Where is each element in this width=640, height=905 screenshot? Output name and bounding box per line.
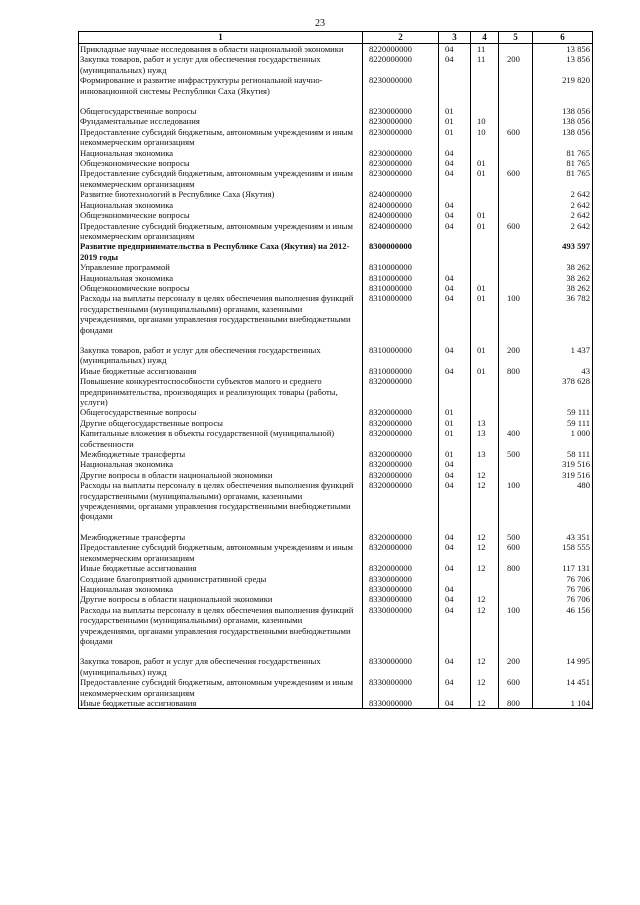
- row-subsection-cell: 01: [471, 366, 499, 376]
- row-expense-type-cell: [499, 273, 533, 283]
- row-expense-type-cell: [499, 158, 533, 168]
- row-code-cell: 8320000000: [363, 532, 439, 542]
- row-expense-type-cell: 600: [499, 221, 533, 242]
- row-section-cell: 04: [439, 459, 471, 469]
- row-expense-type-cell: [499, 106, 533, 116]
- row-code-cell: 8240000000: [363, 200, 439, 210]
- row-amount-cell: 1 104: [533, 698, 593, 709]
- row-subsection-cell: 01: [471, 283, 499, 293]
- table-row: [79, 116, 593, 126]
- row-section-cell: 04: [439, 293, 471, 345]
- row-name-cell: Другие общегосударственные вопросы: [79, 418, 363, 428]
- col-header-section: 3: [439, 32, 471, 44]
- row-section-cell: 04: [439, 605, 471, 657]
- row-amount-cell: 81 765: [533, 168, 593, 189]
- table-row: [79, 584, 593, 594]
- row-name-cell: Другие вопросы в области национальной экономики: [79, 470, 363, 480]
- row-code-cell: 8320000000: [363, 428, 439, 449]
- table-row: [79, 428, 593, 449]
- row-name-cell: Предоставление субсидий бюджетным, автономным учреждениям и иным некоммерческим организациям: [79, 221, 363, 242]
- row-section-cell: [439, 376, 471, 407]
- row-amount-cell: 76 706: [533, 584, 593, 594]
- row-expense-type-cell: [499, 44, 533, 55]
- row-code-cell: 8320000000: [363, 563, 439, 573]
- row-subsection-cell: [471, 459, 499, 469]
- row-expense-type-cell: [499, 200, 533, 210]
- table-row: [79, 480, 593, 532]
- row-section-cell: 04: [439, 656, 471, 677]
- row-section-cell: [439, 574, 471, 584]
- row-name-cell: Фундаментальные исследования: [79, 116, 363, 126]
- row-expense-type-cell: [499, 594, 533, 604]
- table-row: [79, 221, 593, 242]
- table-row: [79, 241, 593, 262]
- row-code-cell: 8330000000: [363, 594, 439, 604]
- row-amount-cell: 14 451: [533, 677, 593, 698]
- table-row: [79, 75, 593, 106]
- row-code-cell: 8230000000: [363, 148, 439, 158]
- row-section-cell: [439, 241, 471, 262]
- row-name-cell: Развитие предпринимательства в Республике Саха (Якутия) на 2012-2019 годы: [79, 241, 363, 262]
- row-code-cell: 8320000000: [363, 459, 439, 469]
- row-subsection-cell: 12: [471, 542, 499, 563]
- row-subsection-cell: 01: [471, 158, 499, 168]
- row-code-cell: 8300000000: [363, 241, 439, 262]
- row-section-cell: 04: [439, 148, 471, 158]
- row-amount-cell: 76 706: [533, 574, 593, 584]
- row-code-cell: 8230000000: [363, 116, 439, 126]
- row-section-cell: [439, 75, 471, 106]
- row-code-cell: 8240000000: [363, 210, 439, 220]
- table-row: [79, 542, 593, 563]
- table-row: [79, 158, 593, 168]
- row-subsection-cell: 13: [471, 428, 499, 449]
- col-header-amount: 6: [533, 32, 593, 44]
- row-expense-type-cell: 800: [499, 366, 533, 376]
- row-subsection-cell: 12: [471, 470, 499, 480]
- table-row: [79, 605, 593, 657]
- row-section-cell: 04: [439, 168, 471, 189]
- row-subsection-cell: [471, 584, 499, 594]
- row-amount-cell: 43 351: [533, 532, 593, 542]
- row-subsection-cell: [471, 106, 499, 116]
- row-name-cell: Общеэкономические вопросы: [79, 283, 363, 293]
- row-subsection-cell: 12: [471, 480, 499, 532]
- row-subsection-cell: [471, 75, 499, 106]
- row-subsection-cell: 01: [471, 210, 499, 220]
- row-section-cell: 04: [439, 594, 471, 604]
- row-amount-cell: 81 765: [533, 158, 593, 168]
- table-row: [79, 574, 593, 584]
- row-amount-cell: 2 642: [533, 189, 593, 199]
- row-subsection-cell: 10: [471, 127, 499, 148]
- row-expense-type-cell: [499, 283, 533, 293]
- row-amount-cell: 58 111: [533, 449, 593, 459]
- row-name-cell: Национальная экономика: [79, 459, 363, 469]
- row-section-cell: 04: [439, 366, 471, 376]
- row-expense-type-cell: 600: [499, 677, 533, 698]
- row-name-cell: Предоставление субсидий бюджетным, автономным учреждениям и иным некоммерческим организациям: [79, 168, 363, 189]
- row-amount-cell: 38 262: [533, 283, 593, 293]
- row-expense-type-cell: [499, 262, 533, 272]
- table-row: [79, 407, 593, 417]
- row-name-cell: Капитальные вложения в объекты государственной (муниципальной) собственности: [79, 428, 363, 449]
- table-row: [79, 470, 593, 480]
- row-section-cell: 04: [439, 480, 471, 532]
- table-row: [79, 698, 593, 709]
- row-code-cell: 8320000000: [363, 449, 439, 459]
- row-name-cell: Прикладные научные исследования в области национальной экономики: [79, 44, 363, 55]
- row-section-cell: 04: [439, 158, 471, 168]
- row-amount-cell: 2 642: [533, 200, 593, 210]
- row-name-cell: Иные бюджетные ассигнования: [79, 366, 363, 376]
- row-section-cell: 01: [439, 127, 471, 148]
- row-code-cell: 8310000000: [363, 273, 439, 283]
- row-amount-cell: 138 056: [533, 106, 593, 116]
- row-subsection-cell: 11: [471, 44, 499, 55]
- table-row: [79, 677, 593, 698]
- row-name-cell: Общеэкономические вопросы: [79, 158, 363, 168]
- row-expense-type-cell: [499, 574, 533, 584]
- row-expense-type-cell: 500: [499, 449, 533, 459]
- row-code-cell: 8240000000: [363, 189, 439, 199]
- row-amount-cell: 13 856: [533, 44, 593, 55]
- row-expense-type-cell: 400: [499, 428, 533, 449]
- row-expense-type-cell: [499, 407, 533, 417]
- table-row: [79, 418, 593, 428]
- table-row: [79, 459, 593, 469]
- row-code-cell: 8230000000: [363, 158, 439, 168]
- row-code-cell: 8310000000: [363, 283, 439, 293]
- row-subsection-cell: 12: [471, 594, 499, 604]
- row-subsection-cell: [471, 148, 499, 158]
- row-expense-type-cell: [499, 459, 533, 469]
- row-section-cell: 01: [439, 116, 471, 126]
- row-name-cell: Расходы на выплаты персоналу в целях обеспечения выполнения функций государственными (муниципальными) органами, казенными учреждениями, органами управления государственными внебюджетными фондами: [79, 293, 363, 345]
- row-expense-type-cell: 600: [499, 168, 533, 189]
- row-expense-type-cell: [499, 376, 533, 407]
- row-amount-cell: 14 995: [533, 656, 593, 677]
- row-amount-cell: 158 555: [533, 542, 593, 563]
- table-body: [79, 44, 593, 709]
- row-code-cell: 8320000000: [363, 407, 439, 417]
- row-subsection-cell: 12: [471, 563, 499, 573]
- row-amount-cell: 59 111: [533, 407, 593, 417]
- row-amount-cell: 138 056: [533, 116, 593, 126]
- row-section-cell: 04: [439, 677, 471, 698]
- row-name-cell: Иные бюджетные ассигнования: [79, 563, 363, 573]
- row-subsection-cell: [471, 376, 499, 407]
- row-name-cell: Национальная экономика: [79, 200, 363, 210]
- table-row: [79, 532, 593, 542]
- row-subsection-cell: 12: [471, 532, 499, 542]
- table-row: [79, 210, 593, 220]
- row-expense-type-cell: 100: [499, 605, 533, 657]
- row-expense-type-cell: 100: [499, 480, 533, 532]
- row-name-cell: Межбюджетные трансферты: [79, 449, 363, 459]
- row-section-cell: 01: [439, 418, 471, 428]
- row-amount-cell: 81 765: [533, 148, 593, 158]
- row-section-cell: 01: [439, 449, 471, 459]
- row-subsection-cell: 10: [471, 116, 499, 126]
- row-amount-cell: 480: [533, 480, 593, 532]
- table-row: [79, 366, 593, 376]
- row-name-cell: Иные бюджетные ассигнования: [79, 698, 363, 709]
- table-row: [79, 345, 593, 366]
- table-row: [79, 200, 593, 210]
- row-amount-cell: 38 262: [533, 273, 593, 283]
- row-section-cell: 04: [439, 542, 471, 563]
- row-section-cell: 01: [439, 428, 471, 449]
- row-name-cell: Национальная экономика: [79, 584, 363, 594]
- table-row: [79, 656, 593, 677]
- table-row: [79, 127, 593, 148]
- row-code-cell: 8320000000: [363, 470, 439, 480]
- table-row: [79, 293, 593, 345]
- row-name-cell: Общеэкономические вопросы: [79, 210, 363, 220]
- row-amount-cell: 319 516: [533, 459, 593, 469]
- row-amount-cell: 46 156: [533, 605, 593, 657]
- row-name-cell: Расходы на выплаты персоналу в целях обеспечения выполнения функций государственными (муниципальными) органами, казенными учреждениями, органами управления государственными внебюджетными фондами: [79, 480, 363, 532]
- row-name-cell: Формирование и развитие инфраструктуры региональной научно-инновационной системы Республики Саха (Якутия): [79, 75, 363, 106]
- table-row: [79, 273, 593, 283]
- row-code-cell: 8320000000: [363, 418, 439, 428]
- table-row: [79, 449, 593, 459]
- table-row: [79, 376, 593, 407]
- row-subsection-cell: [471, 189, 499, 199]
- row-name-cell: Общегосударственные вопросы: [79, 407, 363, 417]
- row-code-cell: 8310000000: [363, 366, 439, 376]
- row-code-cell: 8240000000: [363, 221, 439, 242]
- row-subsection-cell: 11: [471, 54, 499, 75]
- row-subsection-cell: 01: [471, 168, 499, 189]
- row-section-cell: 04: [439, 563, 471, 573]
- row-section-cell: [439, 262, 471, 272]
- row-code-cell: 8320000000: [363, 480, 439, 532]
- row-code-cell: 8230000000: [363, 106, 439, 116]
- row-name-cell: Создание благоприятной административной среды: [79, 574, 363, 584]
- row-code-cell: 8330000000: [363, 656, 439, 677]
- row-section-cell: 04: [439, 584, 471, 594]
- table-row: [79, 594, 593, 604]
- row-name-cell: Предоставление субсидий бюджетным, автономным учреждениям и иным некоммерческим организациям: [79, 127, 363, 148]
- row-subsection-cell: [471, 574, 499, 584]
- row-expense-type-cell: 500: [499, 532, 533, 542]
- row-amount-cell: 319 516: [533, 470, 593, 480]
- row-code-cell: 8330000000: [363, 574, 439, 584]
- table-row: [79, 148, 593, 158]
- row-name-cell: Развитие биотехнологий в Республике Саха (Якутия): [79, 189, 363, 199]
- row-code-cell: 8230000000: [363, 127, 439, 148]
- table-row: [79, 44, 593, 55]
- table-header: [79, 32, 593, 44]
- row-subsection-cell: 12: [471, 698, 499, 709]
- row-amount-cell: 43: [533, 366, 593, 376]
- row-section-cell: 04: [439, 273, 471, 283]
- row-expense-type-cell: 800: [499, 563, 533, 573]
- row-name-cell: Повышение конкурентоспособности субъектов малого и среднего предпринимательства, производящих и реализующих товары (работы, услуги): [79, 376, 363, 407]
- row-section-cell: 04: [439, 470, 471, 480]
- row-code-cell: 8220000000: [363, 44, 439, 55]
- row-amount-cell: 493 597: [533, 241, 593, 262]
- row-code-cell: 8230000000: [363, 75, 439, 106]
- row-expense-type-cell: 200: [499, 54, 533, 75]
- row-code-cell: 8320000000: [363, 542, 439, 563]
- row-name-cell: Другие вопросы в области национальной экономики: [79, 594, 363, 604]
- row-name-cell: Национальная экономика: [79, 273, 363, 283]
- row-section-cell: 04: [439, 210, 471, 220]
- row-section-cell: 04: [439, 698, 471, 709]
- table-row: [79, 283, 593, 293]
- col-header-subsection: 4: [471, 32, 499, 44]
- row-expense-type-cell: [499, 116, 533, 126]
- row-subsection-cell: [471, 241, 499, 262]
- row-expense-type-cell: [499, 241, 533, 262]
- row-expense-type-cell: 600: [499, 542, 533, 563]
- row-name-cell: Закупка товаров, работ и услуг для обеспечения государственных (муниципальных) нужд: [79, 656, 363, 677]
- table-row: [79, 168, 593, 189]
- row-code-cell: 8320000000: [363, 376, 439, 407]
- table-row: [79, 54, 593, 75]
- row-expense-type-cell: 600: [499, 127, 533, 148]
- row-section-cell: 04: [439, 345, 471, 366]
- row-section-cell: 04: [439, 283, 471, 293]
- row-code-cell: 8310000000: [363, 345, 439, 366]
- table-row: [79, 563, 593, 573]
- row-expense-type-cell: [499, 189, 533, 199]
- row-code-cell: 8310000000: [363, 262, 439, 272]
- row-subsection-cell: 12: [471, 677, 499, 698]
- row-subsection-cell: 13: [471, 449, 499, 459]
- row-subsection-cell: [471, 262, 499, 272]
- row-expense-type-cell: 200: [499, 345, 533, 366]
- row-subsection-cell: 01: [471, 345, 499, 366]
- row-name-cell: Общегосударственные вопросы: [79, 106, 363, 116]
- table-row: [79, 106, 593, 116]
- row-expense-type-cell: [499, 584, 533, 594]
- row-expense-type-cell: [499, 418, 533, 428]
- row-amount-cell: 117 131: [533, 563, 593, 573]
- col-header-expense-type: 5: [499, 32, 533, 44]
- row-section-cell: 04: [439, 221, 471, 242]
- row-name-cell: Управление программой: [79, 262, 363, 272]
- row-name-cell: Закупка товаров, работ и услуг для обеспечения государственных (муниципальных) нужд: [79, 54, 363, 75]
- row-subsection-cell: 12: [471, 656, 499, 677]
- budget-table: [78, 31, 593, 709]
- row-section-cell: 04: [439, 532, 471, 542]
- row-amount-cell: 2 642: [533, 210, 593, 220]
- row-section-cell: 01: [439, 407, 471, 417]
- row-subsection-cell: [471, 200, 499, 210]
- row-expense-type-cell: 100: [499, 293, 533, 345]
- table-row: [79, 262, 593, 272]
- row-section-cell: 04: [439, 44, 471, 55]
- row-code-cell: 8330000000: [363, 677, 439, 698]
- row-amount-cell: 1 437: [533, 345, 593, 366]
- row-subsection-cell: [471, 407, 499, 417]
- row-name-cell: Межбюджетные трансферты: [79, 532, 363, 542]
- row-subsection-cell: 01: [471, 221, 499, 242]
- row-subsection-cell: [471, 273, 499, 283]
- row-expense-type-cell: 800: [499, 698, 533, 709]
- col-header-name: 1: [79, 32, 363, 44]
- row-amount-cell: 38 262: [533, 262, 593, 272]
- row-name-cell: Расходы на выплаты персоналу в целях обеспечения выполнения функций государственными (муниципальными) органами, казенными учреждениями, органами управления государственными внебюджетными фондами: [79, 605, 363, 657]
- row-code-cell: 8230000000: [363, 168, 439, 189]
- row-subsection-cell: 12: [471, 605, 499, 657]
- row-subsection-cell: 01: [471, 293, 499, 345]
- row-expense-type-cell: 200: [499, 656, 533, 677]
- row-code-cell: 8220000000: [363, 54, 439, 75]
- row-name-cell: Предоставление субсидий бюджетным, автономным учреждениям и иным некоммерческим организациям: [79, 542, 363, 563]
- row-code-cell: 8330000000: [363, 605, 439, 657]
- row-amount-cell: 219 820: [533, 75, 593, 106]
- row-amount-cell: 378 628: [533, 376, 593, 407]
- row-name-cell: Предоставление субсидий бюджетным, автономным учреждениям и иным некоммерческим организациям: [79, 677, 363, 698]
- row-name-cell: Национальная экономика: [79, 148, 363, 158]
- row-code-cell: 8330000000: [363, 698, 439, 709]
- row-expense-type-cell: [499, 148, 533, 158]
- row-amount-cell: 138 056: [533, 127, 593, 148]
- row-amount-cell: 36 782: [533, 293, 593, 345]
- row-amount-cell: 76 706: [533, 594, 593, 604]
- row-expense-type-cell: [499, 75, 533, 106]
- row-expense-type-cell: [499, 210, 533, 220]
- row-subsection-cell: 13: [471, 418, 499, 428]
- row-code-cell: 8330000000: [363, 584, 439, 594]
- row-amount-cell: 1 000: [533, 428, 593, 449]
- row-section-cell: [439, 189, 471, 199]
- table-row: [79, 189, 593, 199]
- row-amount-cell: 59 111: [533, 418, 593, 428]
- row-expense-type-cell: [499, 470, 533, 480]
- col-header-code: 2: [363, 32, 439, 44]
- row-name-cell: Закупка товаров, работ и услуг для обеспечения государственных (муниципальных) нужд: [79, 345, 363, 366]
- row-code-cell: 8310000000: [363, 293, 439, 345]
- row-amount-cell: 2 642: [533, 221, 593, 242]
- row-section-cell: 04: [439, 54, 471, 75]
- page-number: 23: [315, 18, 325, 29]
- row-section-cell: 01: [439, 106, 471, 116]
- row-amount-cell: 13 856: [533, 54, 593, 75]
- row-section-cell: 04: [439, 200, 471, 210]
